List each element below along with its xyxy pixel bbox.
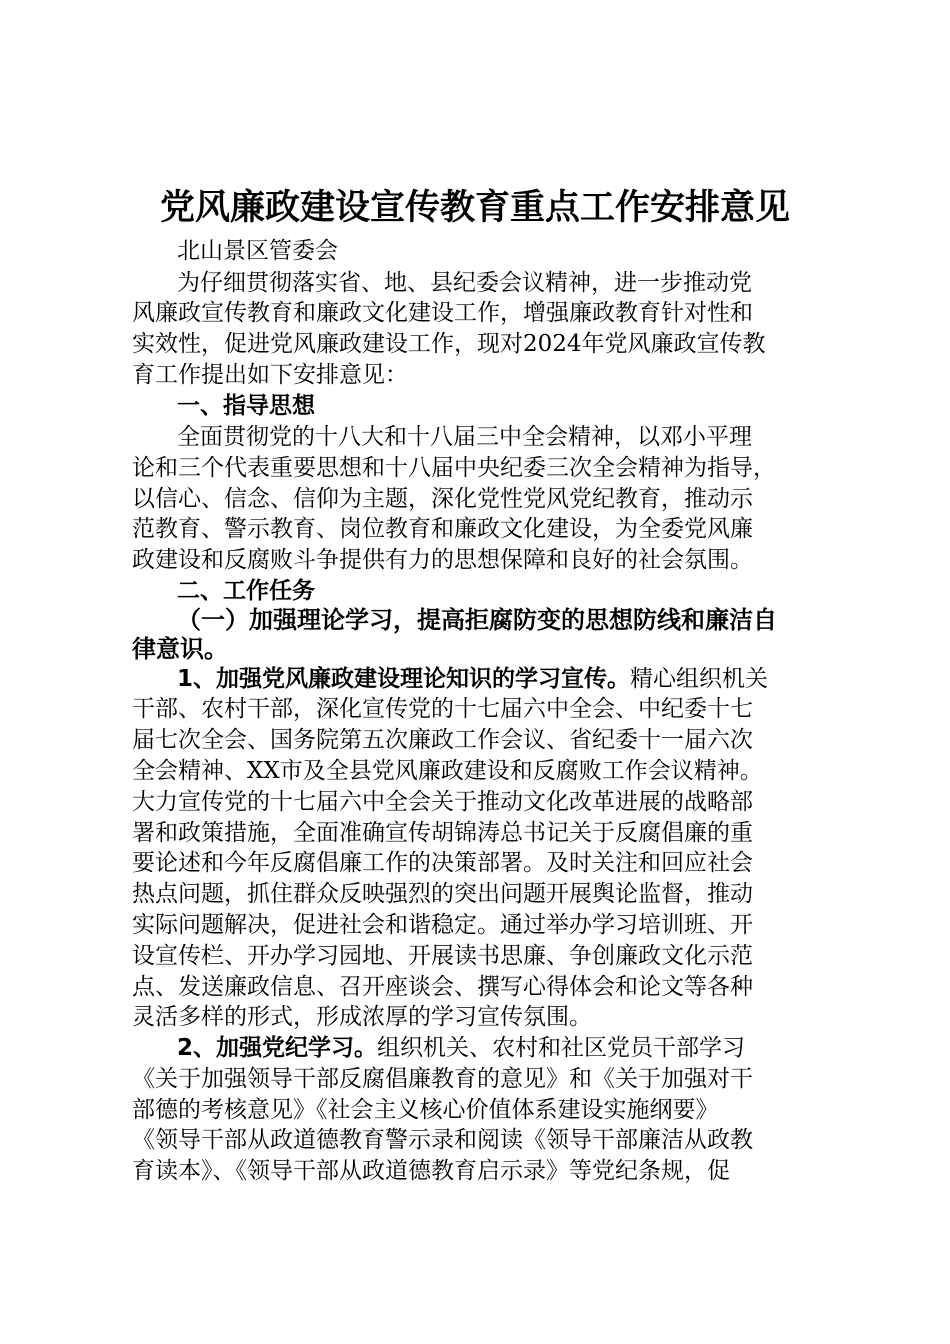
paragraph-line [132,848,753,878]
line-text: 部德的考核意见》《社会主义核心价值体系建设实施纲要》 [132,1097,719,1123]
line-text: 论和三个代表重要思想和十八届中央纪委三次全会精神为指导， [132,455,776,481]
paragraph-line [132,484,753,514]
line-text: 《关于加强领导干部反腐倡廉教育的意见》和《关于加强对干 [132,1066,753,1092]
paragraph-line [132,941,753,971]
paragraph-line [177,268,752,298]
line-text: 干部、农村干部，深化宣传党的十七届六中全会、中纪委十七 [132,696,753,722]
line-text: 实效性，促进党风廉政建设工作，现对2024年党风廉政宣传教 [132,331,766,357]
paragraph-line [132,1156,730,1186]
document-title: 党风廉政建设宣传教育重点工作安排意见 [159,187,790,228]
author-line [177,236,338,266]
line-text: 灵活多样的形式，形成浓厚的学习宣传氛围。 [132,1004,592,1030]
paragraph-line [132,818,753,848]
line-text: 精心组织机关 [630,666,769,692]
line-text: 届七次全会、国务院第五次廉政工作会议、省纪委十一届六次 [132,727,753,753]
author-text: 北山景区管委会 [177,238,338,264]
paragraph-line [132,1095,719,1125]
line-bold-text: 一、指导思想 [177,393,315,419]
line-text: 育工作提出如下安排意见： [132,362,408,388]
paragraph-line [132,329,766,359]
paragraph-line [132,1125,753,1155]
line-bold-text: 1、加强党风廉政建设理论知识的学习宣传。 [177,666,631,692]
subsection-heading [177,604,777,636]
paragraph-line [132,910,753,940]
subsection-heading [132,633,228,665]
paragraph-line [132,694,753,724]
paragraph-line [177,1033,745,1063]
paragraph-line [132,879,753,909]
line-text: 政建设和反腐败斗争提供有力的思想保障和良好的社会氛围。 [132,547,753,573]
line-text: 要论述和今年反腐倡廉工作的决策部署。及时关注和回应社会 [132,850,753,876]
paragraph-line [132,360,408,390]
line-text: 为仔细贯彻落实省、地、县纪委会议精神，进一步推动党 [177,270,752,296]
paragraph-line [177,664,768,694]
paragraph-line [132,756,763,786]
line-bold-text: 二、工作任务 [177,578,315,604]
line-bold-text: 律意识。 [132,635,228,663]
paragraph-line [132,725,753,755]
line-text: 《领导干部从政道德教育警示录和阅读《领导干部廉洁从政教 [132,1127,753,1153]
paragraph-line [177,422,752,452]
line-text: 组织机关、农村和社区党员干部学习 [377,1035,746,1061]
paragraph-line [132,453,776,483]
line-text: 全面贯彻党的十八大和十八届三中全会精神，以邓小平理 [177,424,752,450]
line-text: 风廉政宣传教育和廉政文化建设工作，增强廉政教育针对性和 [132,300,753,326]
paragraph-line [132,787,753,817]
line-text: 全会精神、XX市及全县党风廉政建设和反腐败工作会议精神。 [132,758,763,784]
line-text: 范教育、警示教育、岗位教育和廉政文化建设，为全委党风廉 [132,516,753,542]
line-text: 育读本》、《领导干部从政道德教育启示录》等党纪条规，促 [132,1158,730,1184]
paragraph-line [132,545,753,575]
line-text: 点、发送廉政信息、召开座谈会、撰写心得体会和论文等各种 [132,974,753,1000]
line-text: 热点问题，抓住群众反映强烈的突出问题开展舆论监督，推动 [132,881,753,907]
line-text: 以信心、信念、信仰为主题，深化党性党风党纪教育，推动示 [132,486,753,512]
section-heading [177,391,315,421]
paragraph-line [132,514,753,544]
line-text: 设宣传栏、开办学习园地、开展读书思廉、争创廉政文化示范 [132,943,753,969]
line-text: 实际问题解决，促进社会和谐稳定。通过举办学习培训班、开 [132,912,753,938]
paragraph-line [132,1064,753,1094]
line-bold-text: 2、加强党纪学习。 [177,1035,378,1061]
section-heading [177,576,315,606]
paragraph-line [132,298,753,328]
line-bold-text: （一）加强理论学习，提高拒腐防变的思想防线和廉洁自 [177,606,777,634]
line-text: 署和政策措施，全面准确宣传胡锦涛总书记关于反腐倡廉的重 [132,820,753,846]
paragraph-line [132,1002,592,1032]
line-text: 大力宣传党的十七届六中全会关于推动文化改革进展的战略部 [132,789,753,815]
paragraph-line [132,972,753,1002]
